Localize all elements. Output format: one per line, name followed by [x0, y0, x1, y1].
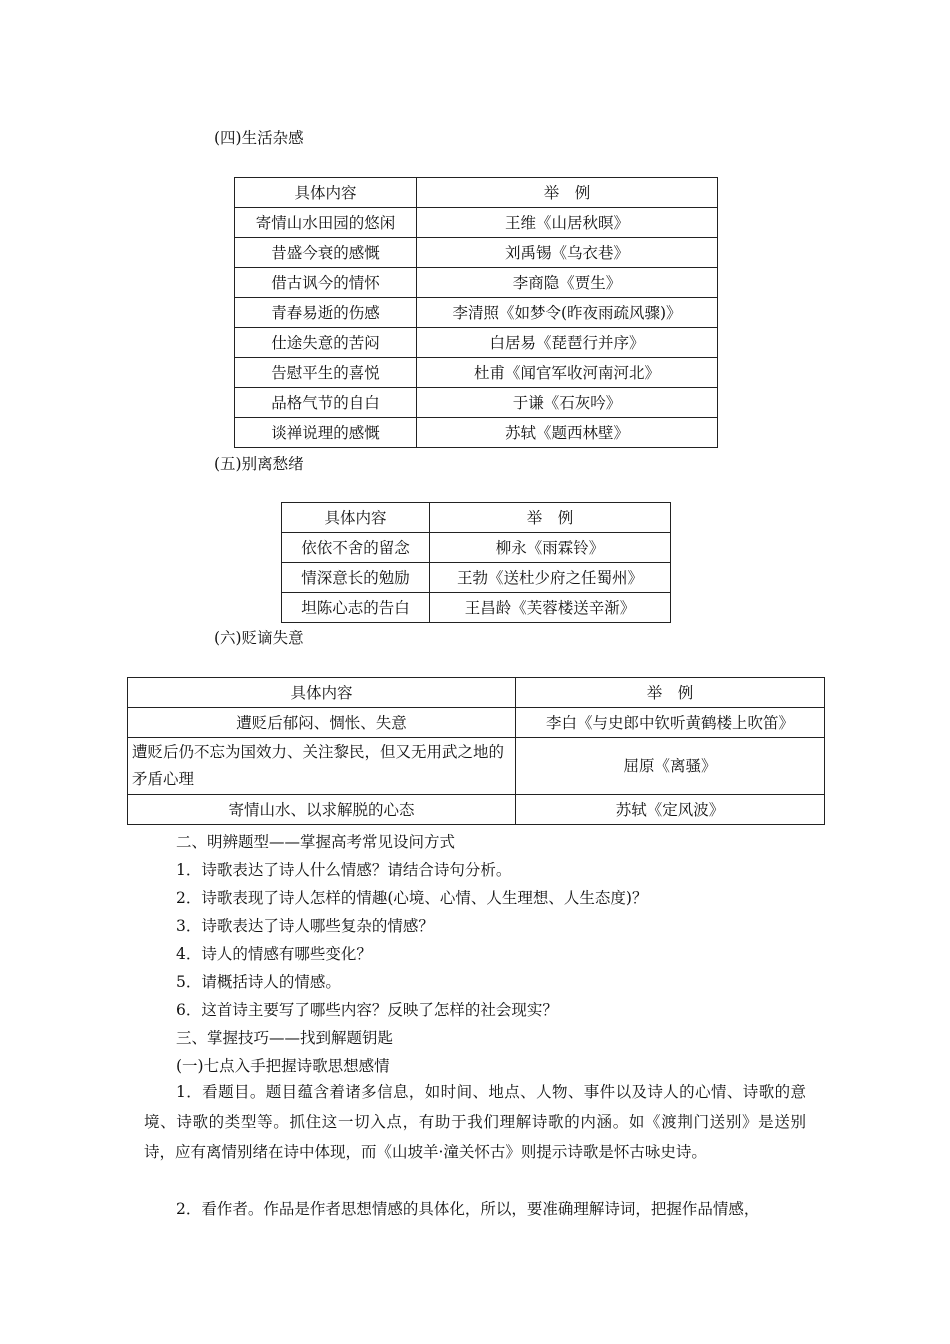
paragraph: 1．看题目。题目蕴含着诸多信息，如时间、地点、人物、事件以及诗人的心情、诗歌的意境、诗歌的类型等。抓住这一切入点，有助于我们理解诗歌的内涵。如《渡荆门送别》是送别诗，应有离情别绪在诗中体现，而《山坡羊·潼关怀古》则提示诗歌是怀古咏史诗。 — [144, 1083, 806, 1161]
table-row — [282, 533, 671, 563]
section5-table — [281, 502, 671, 623]
header-content: 具体内容 — [282, 503, 430, 533]
table-row — [235, 298, 718, 328]
header-example: 举 例 — [430, 503, 671, 533]
cell-example: 李清照《如梦令(昨夜雨疏风骤)》 — [417, 298, 718, 328]
table-row — [282, 593, 671, 623]
header-content: 具体内容 — [128, 678, 516, 708]
cell-example: 杜甫《闻官军收河南河北》 — [417, 358, 718, 388]
cell-content: 情深意长的勉励 — [282, 563, 430, 593]
section6-table — [127, 677, 825, 825]
table-row — [235, 208, 718, 238]
cell-content: 寄情山水田园的悠闲 — [235, 208, 417, 238]
table-header-row — [235, 178, 718, 208]
cell-content: 告慰平生的喜悦 — [235, 358, 417, 388]
cell-content: 仕途失意的苦闷 — [235, 328, 417, 358]
cell-example: 白居易《琵琶行并序》 — [417, 328, 718, 358]
cell-example: 柳永《雨霖铃》 — [430, 533, 671, 563]
cell-example: 李白《与史郎中钦听黄鹤楼上吹笛》 — [516, 708, 825, 738]
cell-content: 遭贬后郁闷、惆怅、失意 — [128, 708, 516, 738]
table-row — [282, 563, 671, 593]
cell-content: 依依不舍的留念 — [282, 533, 430, 563]
part3-heading: 三、掌握技巧——找到解题钥匙 — [176, 1029, 394, 1047]
cell-content: 谈禅说理的感慨 — [235, 418, 417, 448]
cell-example: 苏轼《定风波》 — [516, 795, 825, 825]
part3-subheading: (一)七点入手把握诗歌思想感情 — [176, 1057, 390, 1075]
cell-content: 品格气节的自白 — [235, 388, 417, 418]
list-item: 6．这首诗主要写了哪些内容？反映了怎样的社会现实？ — [176, 1001, 558, 1019]
cell-example: 王勃《送杜少府之任蜀州》 — [430, 563, 671, 593]
list-item: 3．诗歌表达了诗人哪些复杂的情感？ — [176, 917, 434, 935]
cell-content: 昔盛今衰的感慨 — [235, 238, 417, 268]
cell-example: 屈原《离骚》 — [516, 738, 825, 795]
table-row — [235, 328, 718, 358]
section5-heading: (五)别离愁绪 — [214, 455, 304, 473]
cell-content: 青春易逝的伤感 — [235, 298, 417, 328]
cell-example: 王维《山居秋暝》 — [417, 208, 718, 238]
cell-content: 遭贬后仍不忘为国效力、关注黎民，但又无用武之地的矛盾心理 — [128, 738, 516, 795]
table-row — [235, 238, 718, 268]
cell-example: 王昌龄《芙蓉楼送辛渐》 — [430, 593, 671, 623]
table-row — [235, 358, 718, 388]
list-item: 1．诗歌表达了诗人什么情感？请结合诗句分析。 — [176, 861, 512, 879]
cell-content: 借古讽今的情怀 — [235, 268, 417, 298]
table-row — [235, 268, 718, 298]
cell-example: 于谦《石灰吟》 — [417, 388, 718, 418]
section6-heading: (六)贬谪失意 — [214, 629, 304, 647]
table-row — [235, 388, 718, 418]
cell-example: 李商隐《贾生》 — [417, 268, 718, 298]
table-row — [235, 418, 718, 448]
list-item: 2．诗歌表现了诗人怎样的情趣(心境、心情、人生理想、人生态度)？ — [176, 889, 648, 907]
header-example: 举 例 — [417, 178, 718, 208]
paragraph: 2．看作者。作品是作者思想情感的具体化，所以，要准确理解诗词，把握作品情感， — [176, 1200, 760, 1218]
part2-heading: 二、明辨题型——掌握高考常见设问方式 — [176, 833, 456, 851]
section4-table — [234, 177, 718, 448]
list-item: 5．请概括诗人的情感。 — [176, 973, 341, 991]
cell-content: 寄情山水、以求解脱的心态 — [128, 795, 516, 825]
table-row — [128, 708, 825, 738]
table-header-row — [282, 503, 671, 533]
cell-example: 苏轼《题西林壁》 — [417, 418, 718, 448]
cell-content: 坦陈心志的告白 — [282, 593, 430, 623]
cell-example: 刘禹锡《乌衣巷》 — [417, 238, 718, 268]
table-header-row — [128, 678, 825, 708]
table-row — [128, 795, 825, 825]
list-item: 4．诗人的情感有哪些变化？ — [176, 945, 372, 963]
header-content: 具体内容 — [235, 178, 417, 208]
header-example: 举 例 — [516, 678, 825, 708]
table-row — [128, 738, 825, 795]
section4-heading: (四)生活杂感 — [214, 129, 304, 147]
